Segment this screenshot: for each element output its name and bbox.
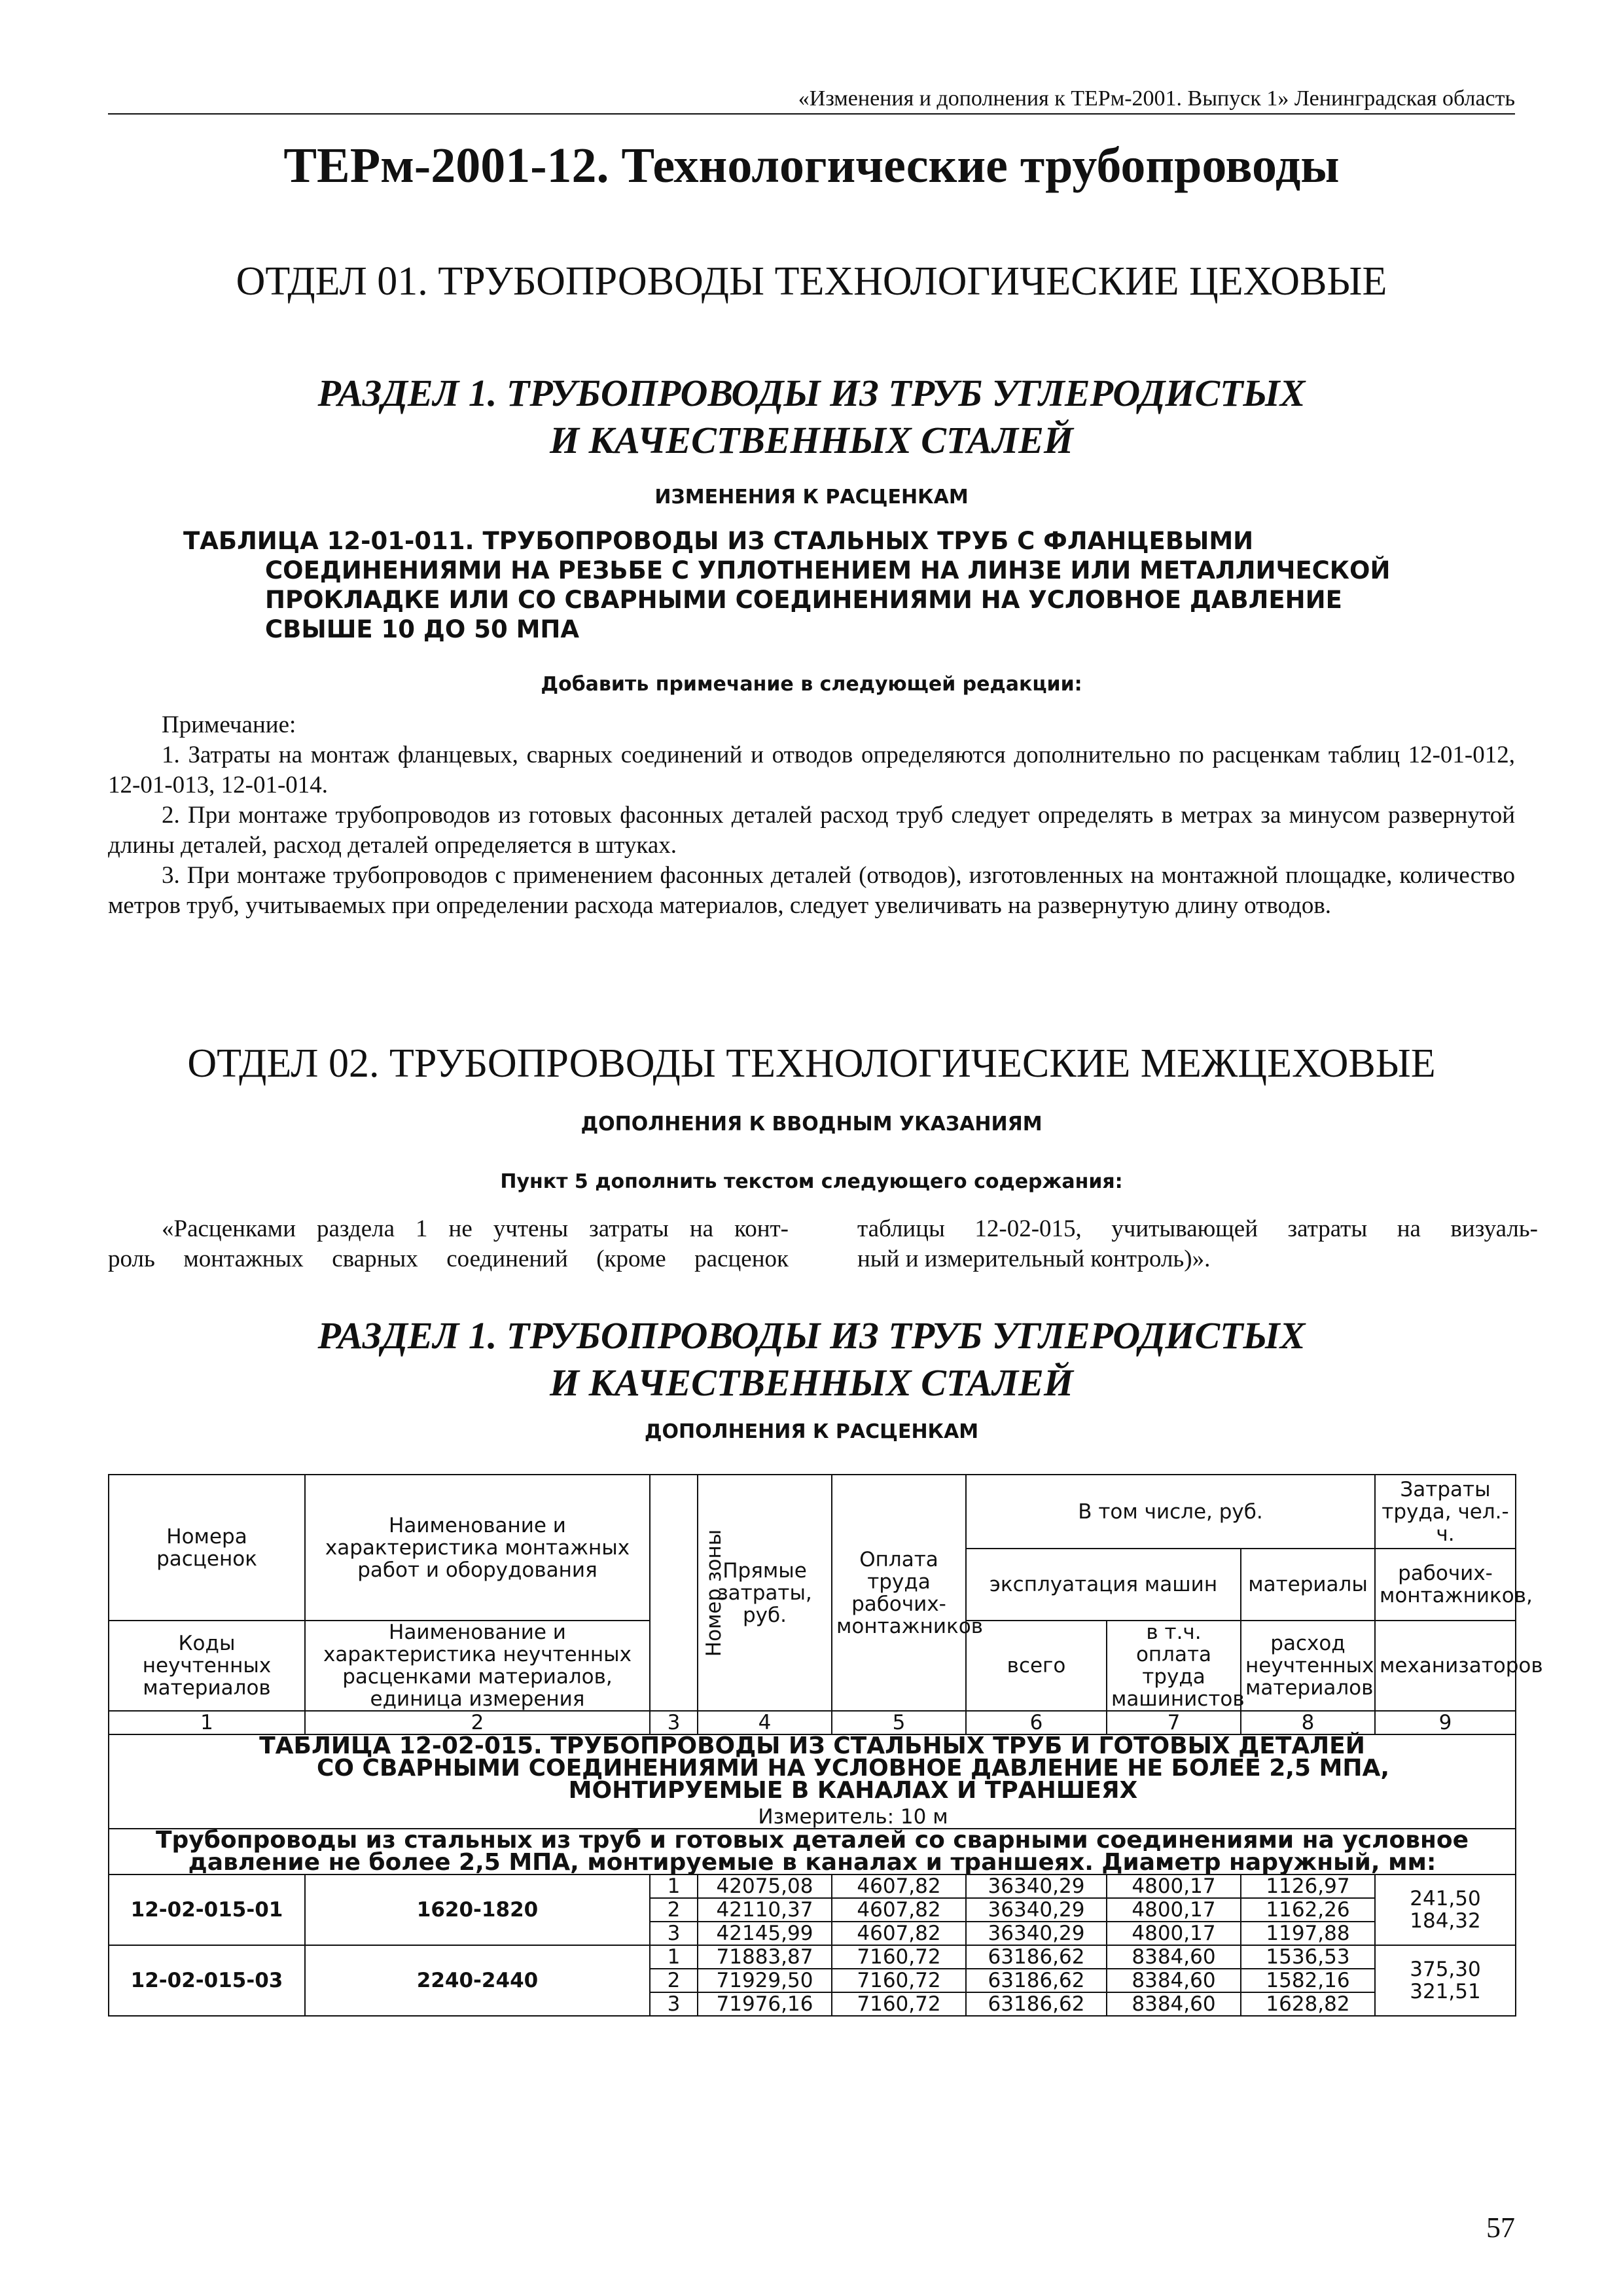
razdel-1-heading: [0, 370, 1623, 464]
group-heading: Трубопроводы из стальных из труб и готовых деталей со сварными соединениями на условное давление не более 2,5 МПА, монтируемые в каналах и траншеях. Диаметр наружный, мм:: [109, 1829, 1516, 1874]
dopolneniya-rasc-heading: ДОПОЛНЕНИЯ К РАСЦЕНКАМ: [644, 1420, 979, 1443]
header-zona: [650, 1475, 726, 1711]
materialy-cell: 1536,53: [1241, 1945, 1375, 1969]
pryamye-cell: 42075,08: [698, 1874, 832, 1898]
izmeneniya-heading: ИЗМЕНЕНИЯ К РАСЦЕНКАМ: [654, 486, 969, 509]
mashinisty-cell: 8384,60: [1107, 1992, 1241, 2016]
table-011-title-line3: ПРОКЛАДКЕ ИЛИ СО СВАРНЫМИ СОЕДИНЕНИЯМИ НА УСЛОВНОЕ ДАВЛЕНИЕ: [265, 586, 1342, 614]
header-zatraty: Затраты труда, чел.-ч.: [1375, 1475, 1516, 1549]
col-num-6: 6: [966, 1711, 1107, 1734]
header-oplata: Оплата труда рабочих-монтажников: [832, 1475, 966, 1711]
quote-left-column: [108, 1214, 789, 1274]
page-number: 57: [1486, 2212, 1515, 2244]
group-heading-row: [109, 1829, 1516, 1874]
ekspl-cell: 63186,62: [966, 1992, 1107, 2016]
mashinisty-cell: 8384,60: [1107, 1969, 1241, 1992]
rate-name: 1620-1820: [305, 1874, 650, 1945]
ekspl-cell: 63186,62: [966, 1945, 1107, 1969]
header-rabochih: рабочих-монтажников,: [1375, 1549, 1516, 1621]
header-vsego: всего: [966, 1621, 1107, 1711]
running-header: «Изменения и дополнения к ТЕРм-2001. Выпуск 1» Ленинградская область: [798, 86, 1515, 111]
oplata-cell: 7160,72: [832, 1945, 966, 1969]
header-v-tom-chisle: В том числе, руб.: [966, 1475, 1375, 1549]
header-zona-text: Номер зоны: [702, 1529, 726, 1657]
zone-cell: 1: [650, 1874, 698, 1898]
col-num-3: 3: [650, 1711, 698, 1734]
header-rule: [108, 113, 1515, 115]
table-011-title-line2: СОЕДИНЕНИЯМИ НА РЕЗЬБЕ С УПЛОТНЕНИЕМ НА ЛИНЗЕ ИЛИ МЕТАЛЛИЧЕСКОЙ: [265, 556, 1391, 584]
header-naimenovanie: Наименование и характеристика монтажных работ и оборудования: [305, 1475, 650, 1621]
rate-name: 2240-2440: [305, 1945, 650, 2016]
header-mehanizatorov: механизаторов: [1375, 1621, 1516, 1711]
header-rashod: расход неучтенных материалов: [1241, 1621, 1375, 1711]
quote-right-line1: таблицы 12-02-015, учитывающей затраты на визуаль-: [857, 1215, 1538, 1242]
header-ekspluataciya: эксплуатация машин: [966, 1549, 1241, 1621]
col-num-9: 9: [1375, 1711, 1516, 1734]
zone-cell: 3: [650, 1992, 698, 2016]
page-title: ТЕРм-2001-12. Технологические трубопроводы: [283, 138, 1340, 193]
pryamye-cell: 42110,37: [698, 1898, 832, 1922]
notes-block: [108, 710, 1515, 921]
zone-cell: 2: [650, 1898, 698, 1922]
oplata-cell: 4607,82: [832, 1922, 966, 1945]
oplata-cell: 7160,72: [832, 1969, 966, 1992]
razdel-1-line2: И КАЧЕСТВЕННЫХ СТАЛЕЙ: [550, 419, 1073, 461]
ekspl-cell: 36340,29: [966, 1874, 1107, 1898]
razdel-1-line1: РАЗДЕЛ 1. ТРУБОПРОВОДЫ ИЗ ТРУБ УГЛЕРОДИСТЫХ: [317, 372, 1306, 414]
labor-mechanics: 184,32: [1410, 1909, 1481, 1933]
table-row: [109, 1874, 1516, 1898]
pryamye-cell: 71883,87: [698, 1945, 832, 1969]
dopolneniya-vvod-heading: ДОПОЛНЕНИЯ К ВВОДНЫМ УКАЗАНИЯМ: [580, 1113, 1043, 1136]
quote-right-column: [857, 1214, 1538, 1274]
col-num-8: 8: [1241, 1711, 1375, 1734]
izmeritel: Измеритель: 10 м: [758, 1805, 948, 1829]
punkt-5-instruction: Пункт 5 дополнить текстом следующего содержания:: [500, 1170, 1123, 1193]
table-011-title: [183, 526, 1459, 644]
col-num-1: 1: [109, 1711, 305, 1734]
mashinisty-cell: 4800,17: [1107, 1898, 1241, 1922]
ekspl-cell: 63186,62: [966, 1969, 1107, 1992]
otdel-01-heading: ОТДЕЛ 01. ТРУБОПРОВОДЫ ТЕХНОЛОГИЧЕСКИЕ ЦЕХОВЫЕ: [236, 259, 1387, 304]
oplata-cell: 4607,82: [832, 1874, 966, 1898]
mashinisty-cell: 4800,17: [1107, 1874, 1241, 1898]
rate-code: 12-02-015-01: [109, 1874, 305, 1945]
note-3: 3. При монтаже трубопроводов с применением фасонных деталей (отводов), изготовленных на монтажной площадке, количество метров труб, учитываемых при определении расхода материалов, следует увеличивать на развернутую длину отводов.: [108, 862, 1515, 919]
column-number-row: [109, 1711, 1516, 1734]
col-num-7: 7: [1107, 1711, 1241, 1734]
ekspl-cell: 36340,29: [966, 1898, 1107, 1922]
header-materialy: материалы: [1241, 1549, 1375, 1621]
materialy-cell: 1162,26: [1241, 1898, 1375, 1922]
labor-workers: 375,30: [1410, 1958, 1481, 1981]
header-nomera: Номера расценок: [109, 1475, 305, 1621]
materialy-cell: 1582,16: [1241, 1969, 1375, 1992]
quote-left-line1: «Расценками раздела 1 не учтены затраты на конт-: [162, 1215, 789, 1242]
pryamye-cell: 42145,99: [698, 1922, 832, 1945]
table-12-02-015-line3: МОНТИРУЕМЫЕ В КАНАЛАХ И ТРАНШЕЯХ: [568, 1777, 1138, 1804]
header-pryamye: Прямые затраты, руб.: [698, 1475, 832, 1711]
pryamye-cell: 71976,16: [698, 1992, 832, 2016]
header-kody: Коды неучтенных материалов: [109, 1621, 305, 1711]
table-011-title-line4: СВЫШЕ 10 ДО 50 МПА: [265, 615, 580, 643]
note-2: 2. При монтаже трубопроводов из готовых фасонных деталей расход труб следует определять в метрах за минусом развернутой длины деталей, расход деталей определяется в штуках.: [108, 802, 1515, 859]
zone-cell: 1: [650, 1945, 698, 1969]
zone-cell: 2: [650, 1969, 698, 1992]
col-num-5: 5: [832, 1711, 966, 1734]
add-note-instruction: Добавить примечание в следующей редакции:: [541, 673, 1082, 696]
razdel-2-line1: РАЗДЕЛ 1. ТРУБОПРОВОДЫ ИЗ ТРУБ УГЛЕРОДИСТЫХ: [317, 1314, 1306, 1357]
rate-code: 12-02-015-03: [109, 1945, 305, 2016]
table-12-02-015-title-row: [109, 1734, 1516, 1829]
quote-right-line2: ный и измерительный контроль)».: [857, 1246, 1211, 1272]
ekspl-cell: 36340,29: [966, 1922, 1107, 1945]
header-naimenovanie-2: Наименование и характеристика неучтенных расценками материалов, единица измерения: [305, 1621, 650, 1711]
col-num-4: 4: [698, 1711, 832, 1734]
materialy-cell: 1628,82: [1241, 1992, 1375, 2016]
labor-cell: [1375, 1945, 1516, 2016]
mashinisty-cell: 8384,60: [1107, 1945, 1241, 1969]
table-12-02-015-title: [109, 1734, 1516, 1829]
materialy-cell: 1197,88: [1241, 1922, 1375, 1945]
zone-cell: 3: [650, 1922, 698, 1945]
quote-left-line2: роль монтажных сварных соединений (кроме расценок: [108, 1246, 789, 1272]
labor-mechanics: 321,51: [1410, 1980, 1481, 2003]
table-12-02-015-line1: ТАБЛИЦА 12-02-015. ТРУБОПРОВОДЫ ИЗ СТАЛЬНЫХ ТРУБ И ГОТОВЫХ ДЕТАЛЕЙ: [259, 1732, 1365, 1759]
materialy-cell: 1126,97: [1241, 1874, 1375, 1898]
oplata-cell: 7160,72: [832, 1992, 966, 2016]
table-011-title-line1: ТАБЛИЦА 12-01-011. ТРУБОПРОВОДЫ ИЗ СТАЛЬНЫХ ТРУБ С ФЛАНЦЕВЫМИ: [183, 527, 1254, 555]
note-1: 1. Затраты на монтаж фланцевых, сварных соединений и отводов определяются дополнительно по расценкам таблиц 12-01-012, 12-01-013, 12-01-014.: [108, 742, 1515, 798]
table-12-02-015-line2: СО СВАРНЫМИ СОЕДИНЕНИЯМИ НА УСЛОВНОЕ ДАВЛЕНИЕ НЕ БОЛЕЕ 2,5 МПА,: [316, 1755, 1390, 1782]
pryamye-cell: 71929,50: [698, 1969, 832, 1992]
mashinisty-cell: 4800,17: [1107, 1922, 1241, 1945]
labor-cell: [1375, 1874, 1516, 1945]
labor-workers: 241,50: [1410, 1887, 1481, 1910]
razdel-2-line2: И КАЧЕСТВЕННЫХ СТАЛЕЙ: [550, 1361, 1073, 1404]
notes-heading: Примечание:: [162, 711, 296, 738]
col-num-2: 2: [305, 1711, 650, 1734]
oplata-cell: 4607,82: [832, 1898, 966, 1922]
otdel-02-heading: ОТДЕЛ 02. ТРУБОПРОВОДЫ ТЕХНОЛОГИЧЕСКИЕ МЕЖЦЕХОВЫЕ: [187, 1041, 1436, 1086]
rates-table: [108, 1474, 1543, 2017]
razdel-1-heading-2: [0, 1312, 1623, 1407]
header-vtch-mashinistov: в т.ч. оплата труда машинистов: [1107, 1621, 1241, 1711]
table-row: [109, 1945, 1516, 1969]
